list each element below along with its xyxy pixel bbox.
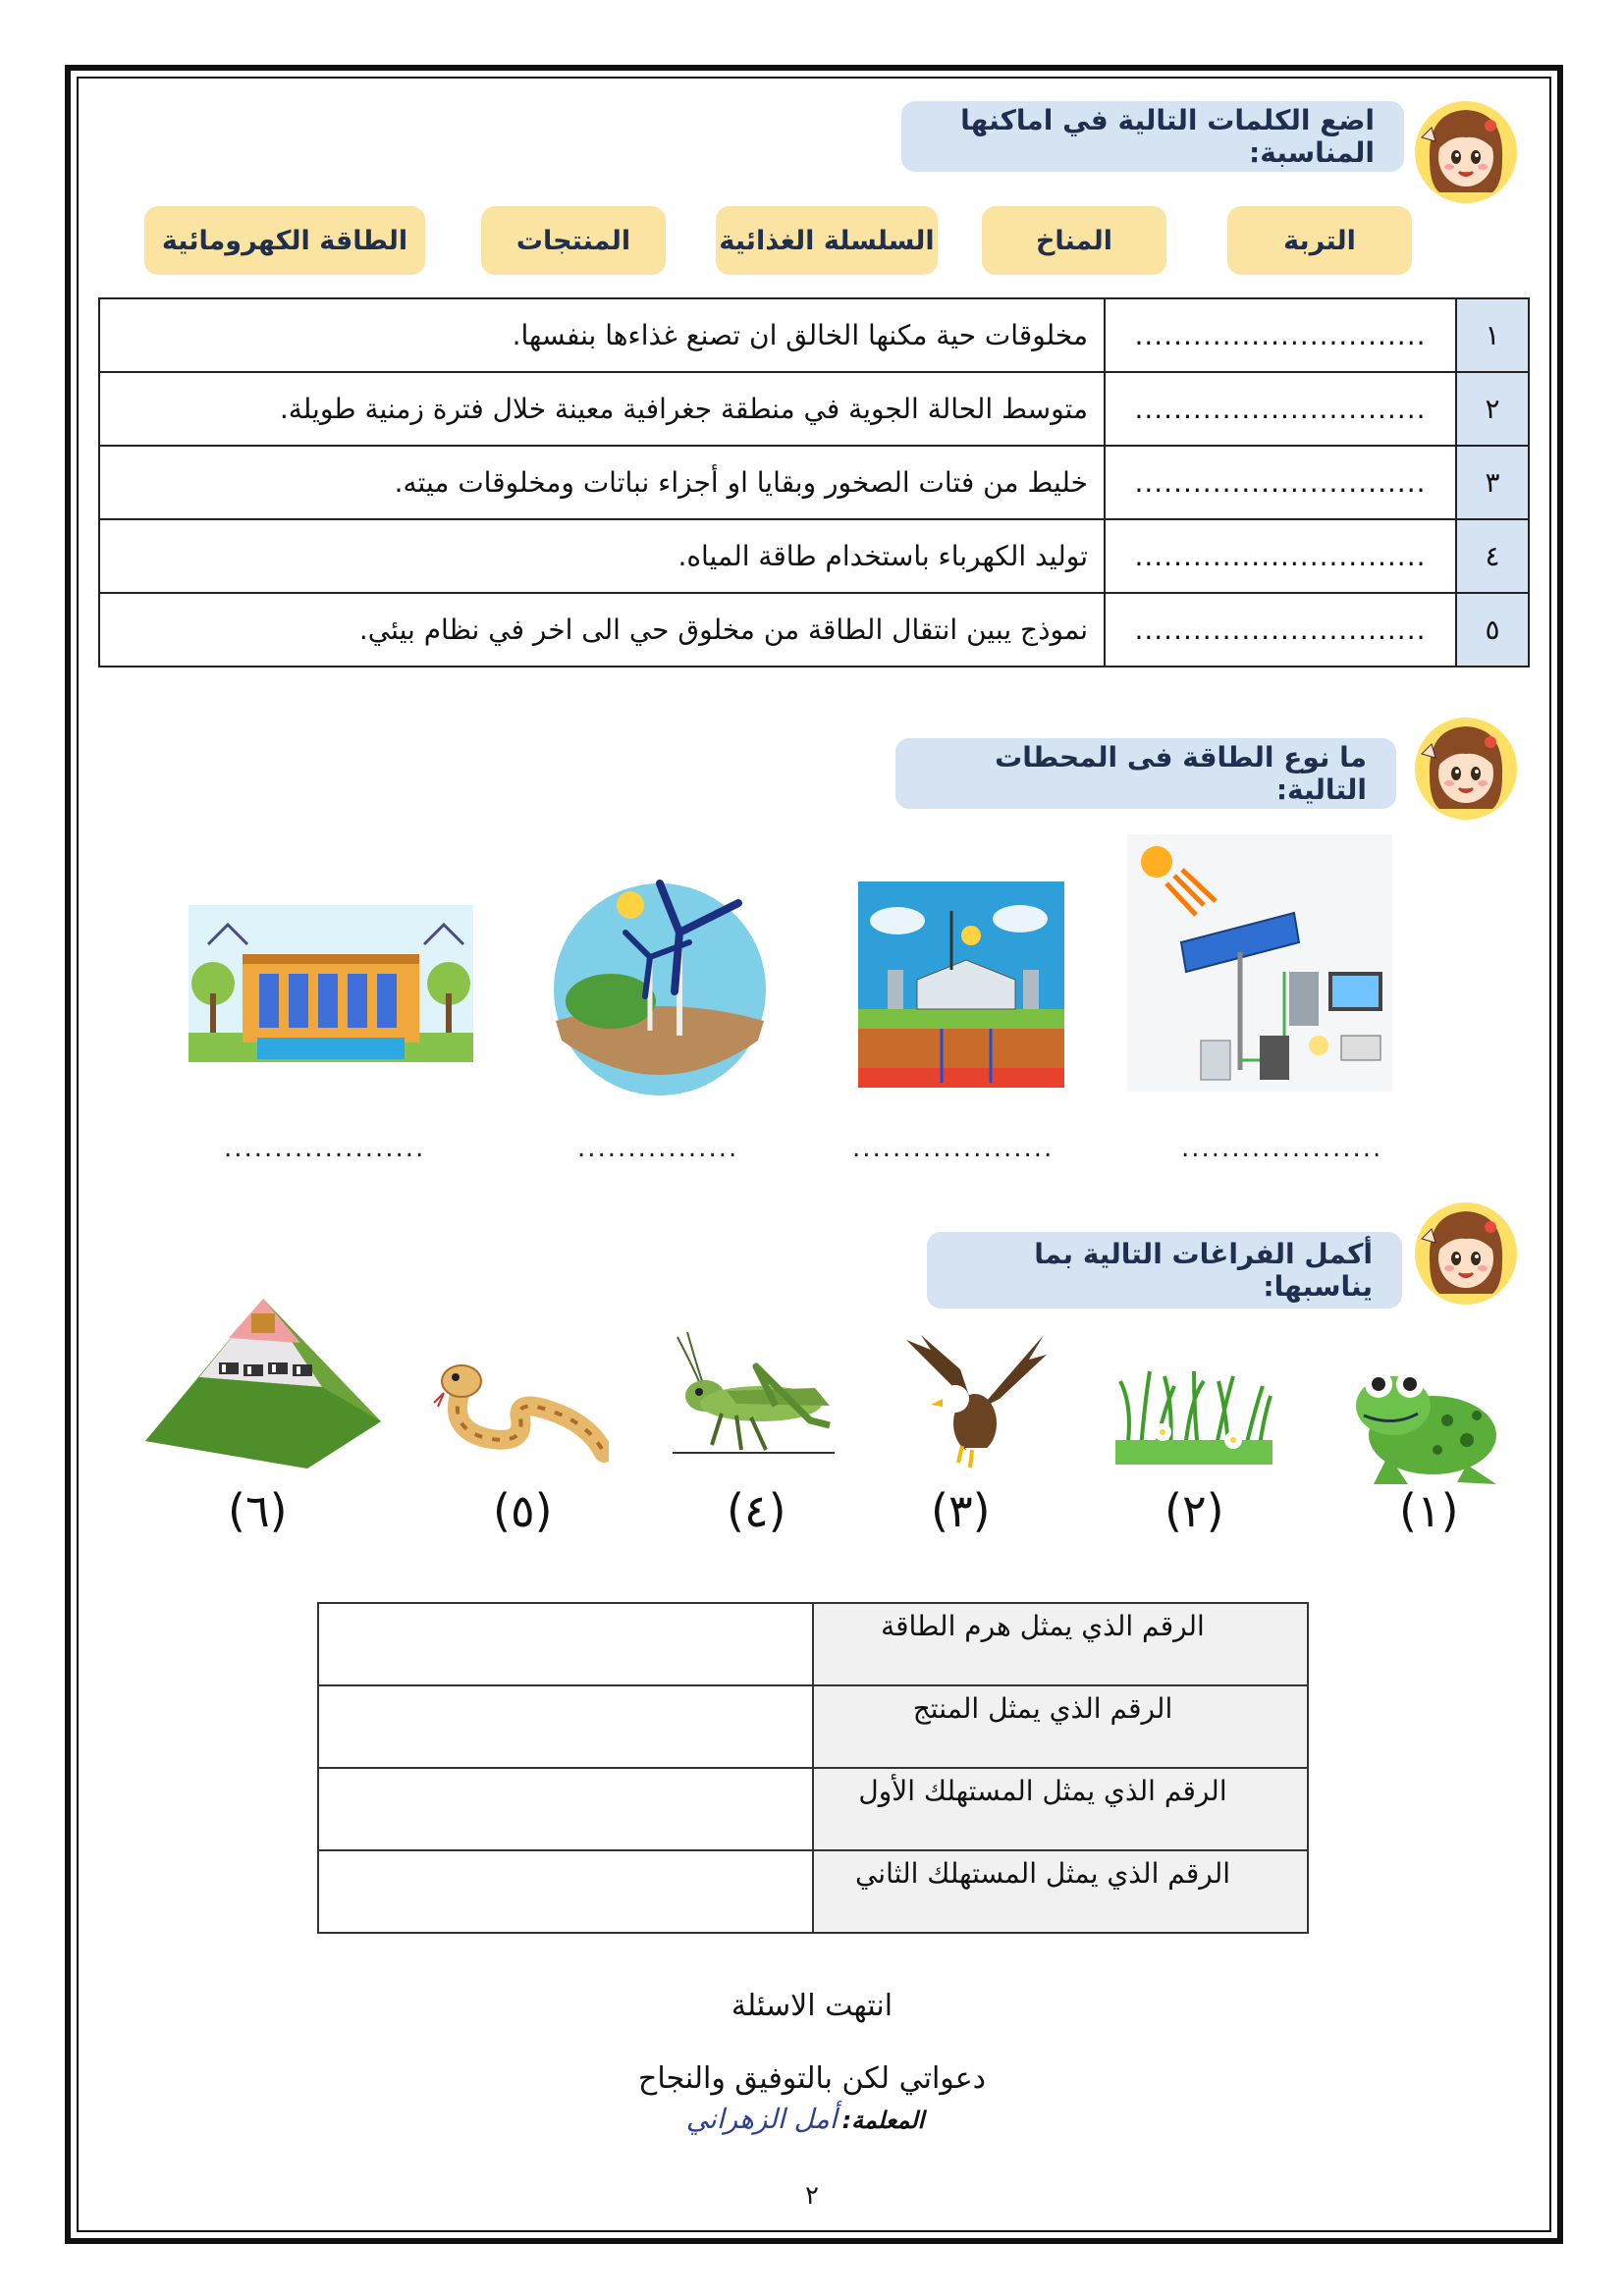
question-cell: الرقم الذي يمثل المستهلك الأول	[813, 1768, 1308, 1850]
page-number: ٢	[805, 2181, 819, 2211]
question-cell: الرقم الذي يمثل المستهلك الثاني	[813, 1850, 1308, 1933]
answer-blank-geothermal[interactable]: ....................	[852, 1134, 1055, 1163]
answer-cell[interactable]	[318, 1685, 813, 1768]
answer-cell[interactable]	[318, 1768, 813, 1850]
definition-text: مخلوقات حية مكنها الخالق ان تصنع غذاءها بنفسها.	[99, 298, 1105, 372]
row-number: ٥	[1456, 593, 1529, 667]
row-number: ١	[1456, 298, 1529, 372]
organism-label: (٦)	[228, 1484, 288, 1537]
solar-station-icon	[1127, 834, 1392, 1092]
answer-cell[interactable]	[318, 1603, 813, 1685]
table-row	[318, 1603, 1308, 1685]
answer-blank[interactable]: ..............................	[1105, 593, 1456, 667]
geothermal-station-icon	[858, 881, 1064, 1088]
table-row	[99, 593, 1529, 667]
girl-avatar-icon	[1412, 1200, 1520, 1308]
wishes-text: دعواتي لكن بالتوفيق والنجاح	[637, 2061, 987, 2096]
grasshopper-icon	[668, 1327, 839, 1465]
organism-label: (١)	[1399, 1484, 1459, 1537]
energy-pyramid-icon	[145, 1294, 381, 1470]
definition-text: توليد الكهرباء باستخدام طاقة المياه.	[99, 519, 1105, 593]
answer-blank[interactable]: ..............................	[1105, 519, 1456, 593]
definition-text: متوسط الحالة الجوية في منطقة جغرافية معينة خلال فترة زمنية طويلة.	[99, 372, 1105, 446]
word-bank-item-producers: المنتجات	[481, 206, 666, 275]
organism-label: (٥)	[493, 1484, 553, 1537]
classification-table	[317, 1602, 1309, 1934]
hydro-dam-icon	[189, 905, 473, 1062]
answer-blank-wind[interactable]: ................	[577, 1134, 739, 1163]
table-row	[99, 519, 1529, 593]
table-row	[99, 372, 1529, 446]
snake-icon	[432, 1360, 609, 1468]
section1-instruction: اضع الكلمات التالية في اماكنها المناسبة:	[901, 101, 1404, 172]
definitions-table	[98, 297, 1530, 667]
word-bank-item-hydro-energy: الطاقة الكهرومائية	[144, 206, 425, 275]
answer-blank-hydro[interactable]: ....................	[224, 1134, 426, 1163]
question-cell: الرقم الذي يمثل هرم الطاقة	[813, 1603, 1308, 1685]
eagle-icon	[901, 1330, 1049, 1479]
end-of-questions-text: انتهت الاسئلة	[731, 1989, 893, 2023]
answer-blank[interactable]: ..............................	[1105, 298, 1456, 372]
row-number: ٣	[1456, 446, 1529, 519]
teacher-label: المعلمة:	[841, 2107, 925, 2134]
row-number: ٤	[1456, 519, 1529, 593]
wind-station-icon	[552, 874, 768, 1099]
word-bank-item-food-chain: السلسلة الغذائية	[716, 206, 938, 275]
section2-instruction: ما نوع الطاقة فى المحطات التالية:	[895, 738, 1396, 809]
answer-blank-solar[interactable]: ....................	[1181, 1134, 1383, 1163]
word-bank-item-soil: التربة	[1227, 206, 1412, 275]
teacher-signature	[628, 2103, 982, 2135]
girl-avatar-icon	[1412, 98, 1520, 206]
definition-text: خليط من فتات الصخور وبقايا او أجزاء نباتات ومخلوقات ميته.	[99, 446, 1105, 519]
girl-avatar-icon	[1412, 715, 1520, 823]
table-row	[318, 1850, 1308, 1933]
frog-icon	[1349, 1357, 1506, 1489]
word-bank-item-climate: المناخ	[982, 206, 1166, 275]
organism-label: (٣)	[931, 1484, 991, 1537]
table-row	[318, 1768, 1308, 1850]
organism-label: (٤)	[727, 1484, 786, 1537]
table-row	[318, 1685, 1308, 1768]
question-cell: الرقم الذي يمثل المنتج	[813, 1685, 1308, 1768]
organism-label: (٢)	[1164, 1484, 1224, 1537]
table-row	[99, 298, 1529, 372]
grass-icon	[1115, 1362, 1272, 1465]
answer-blank[interactable]: ..............................	[1105, 446, 1456, 519]
row-number: ٢	[1456, 372, 1529, 446]
answer-cell[interactable]	[318, 1850, 813, 1933]
teacher-name: أمل الزهراني	[685, 2103, 838, 2135]
table-row	[99, 446, 1529, 519]
definition-text: نموذج يبين انتقال الطاقة من مخلوق حي الى اخر في نظام بيئي.	[99, 593, 1105, 667]
section3-instruction: أكمل الفراغات التالية بما يناسبها:	[927, 1232, 1402, 1308]
answer-blank[interactable]: ..............................	[1105, 372, 1456, 446]
